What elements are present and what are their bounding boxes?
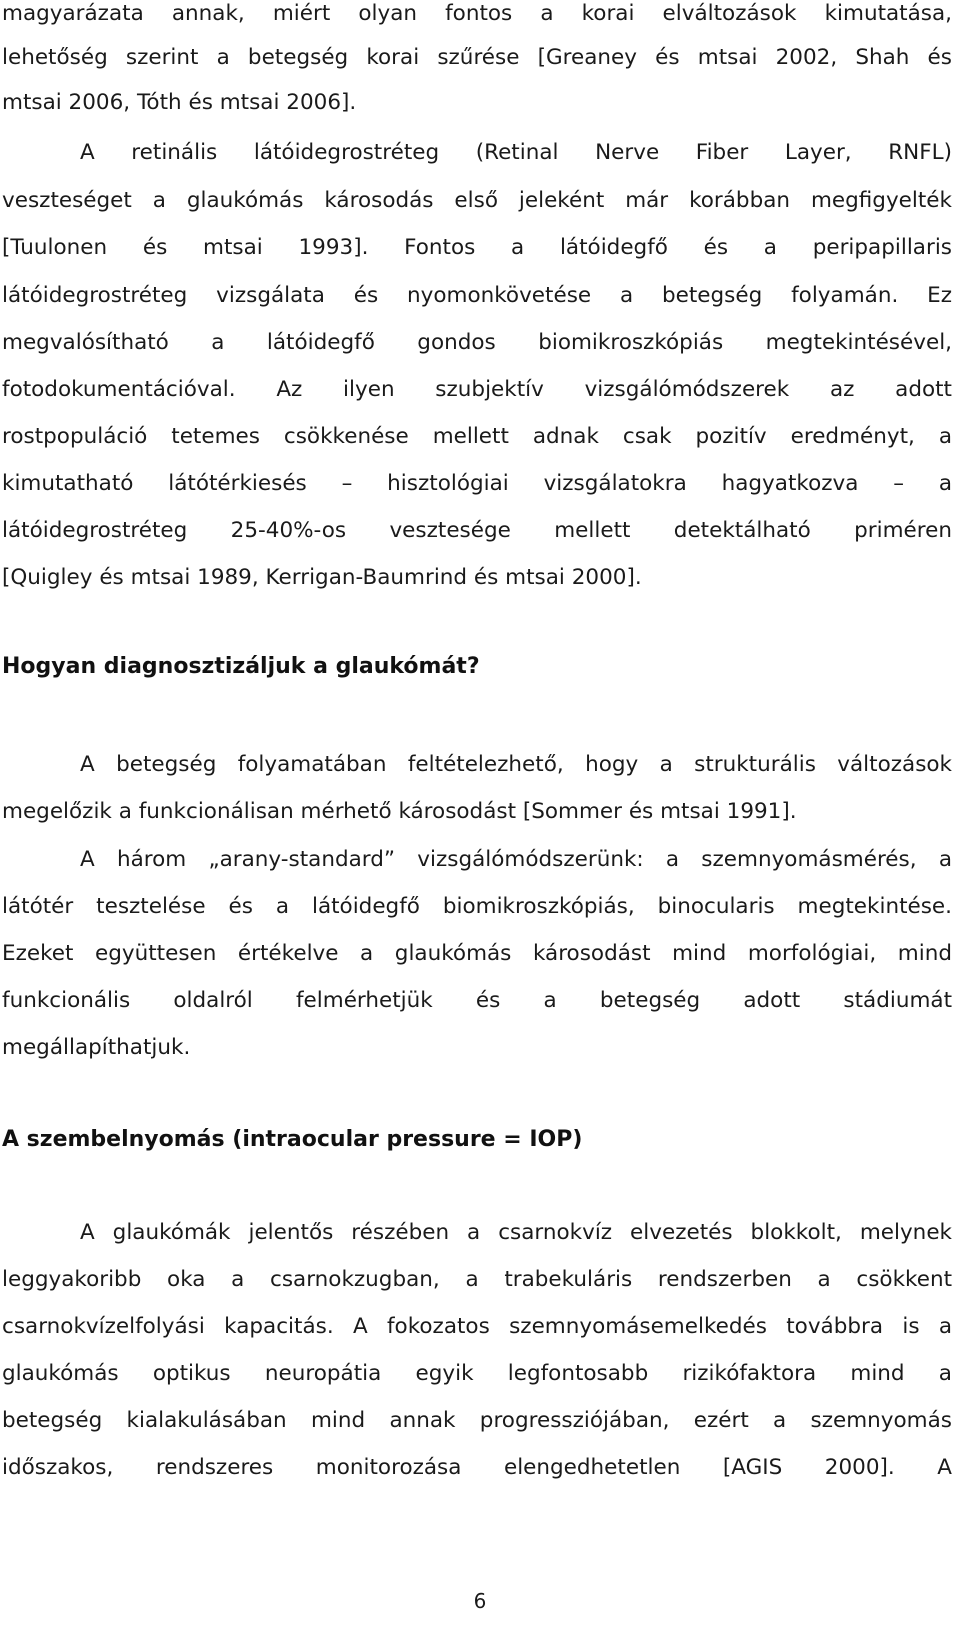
paragraph-3-line-1: A betegség folyamatában feltételezhető, hogy a strukturális változások: [80, 752, 952, 777]
paragraph-4-line-4: funkcionális oldalról felmérhetjük és a betegség adott stádiumát: [2, 988, 952, 1013]
paragraph-1-line-1: magyarázata annak, miért olyan fontos a korai elváltozások kimutatása,: [2, 1, 952, 26]
paragraph-2-line-6: fotodokumentációval. Az ilyen szubjektív vizsgálómódszerek az adott: [2, 377, 952, 402]
paragraph-2-line-10: [Quigley és mtsai 1989, Kerrigan-Baumrind és mtsai 2000].: [2, 565, 642, 590]
paragraph-5-line-6: időszakos, rendszeres monitorozása elengedhetetlen [AGIS 2000]. A: [2, 1455, 952, 1480]
section-heading-diagnosis: Hogyan diagnosztizáljuk a glaukómát?: [2, 654, 480, 679]
paragraph-4-line-5: megállapíthatjuk.: [2, 1035, 191, 1060]
paragraph-2-line-3: [Tuulonen és mtsai 1993]. Fontos a látóidegfő és a peripapillaris: [2, 235, 952, 260]
paragraph-5-line-5: betegség kialakulásában mind annak progressziójában, ezért a szemnyomás: [2, 1408, 952, 1433]
section-heading-iop: A szembelnyomás (intraocular pressure = IOP): [2, 1127, 583, 1152]
paragraph-1-line-3: mtsai 2006, Tóth és mtsai 2006].: [2, 90, 357, 115]
paragraph-2-line-1: A retinális látóidegrostréteg (Retinal Nerve Fiber Layer, RNFL): [80, 140, 952, 165]
paragraph-5-line-1: A glaukómák jelentős részében a csarnokvíz elvezetés blokkolt, melynek: [80, 1220, 952, 1245]
paragraph-2-line-8: kimutatható látótérkiesés – hisztológiai vizsgálatokra hagyatkozva – a: [2, 471, 952, 496]
paragraph-4-line-1: A három „arany-standard” vizsgálómódszerünk: a szemnyomásmérés, a: [80, 847, 952, 872]
paragraph-2-line-9: látóidegrostréteg 25-40%-os vesztesége mellett detektálható priméren: [2, 518, 952, 543]
paragraph-5-line-2: leggyakoribb oka a csarnokzugban, a trabekuláris rendszerben a csökkent: [2, 1267, 952, 1292]
paragraph-2-line-4: látóidegrostréteg vizsgálata és nyomonkövetése a betegség folyamán. Ez: [2, 283, 952, 308]
paragraph-2-line-5: megvalósítható a látóidegfő gondos biomikroszkópiás megtekintésével,: [2, 330, 952, 355]
paragraph-3-line-2: megelőzik a funkcionálisan mérhető károsodást [Sommer és mtsai 1991].: [2, 799, 797, 824]
paragraph-4-line-3: Ezeket együttesen értékelve a glaukómás károsodást mind morfológiai, mind: [2, 941, 952, 966]
paragraph-2-line-2: veszteséget a glaukómás károsodás első jeleként már korábban megfigyelték: [2, 188, 952, 213]
paragraph-5-line-3: csarnokvízelfolyási kapacitás. A fokozatos szemnyomásemelkedés továbbra is a: [2, 1314, 952, 1339]
page-number: 6: [473, 1589, 487, 1613]
paragraph-4-line-2: látótér tesztelése és a látóidegfő biomikroszkópiás, binocularis megtekintése.: [2, 894, 952, 919]
paragraph-5-line-4: glaukómás optikus neuropátia egyik legfontosabb rizikófaktora mind a: [2, 1361, 952, 1386]
paragraph-2-line-7: rostpopuláció tetemes csökkenése mellett adnak csak pozitív eredményt, a: [2, 424, 952, 449]
paragraph-1-line-2: lehetőség szerint a betegség korai szűrése [Greaney és mtsai 2002, Shah és: [2, 45, 952, 70]
